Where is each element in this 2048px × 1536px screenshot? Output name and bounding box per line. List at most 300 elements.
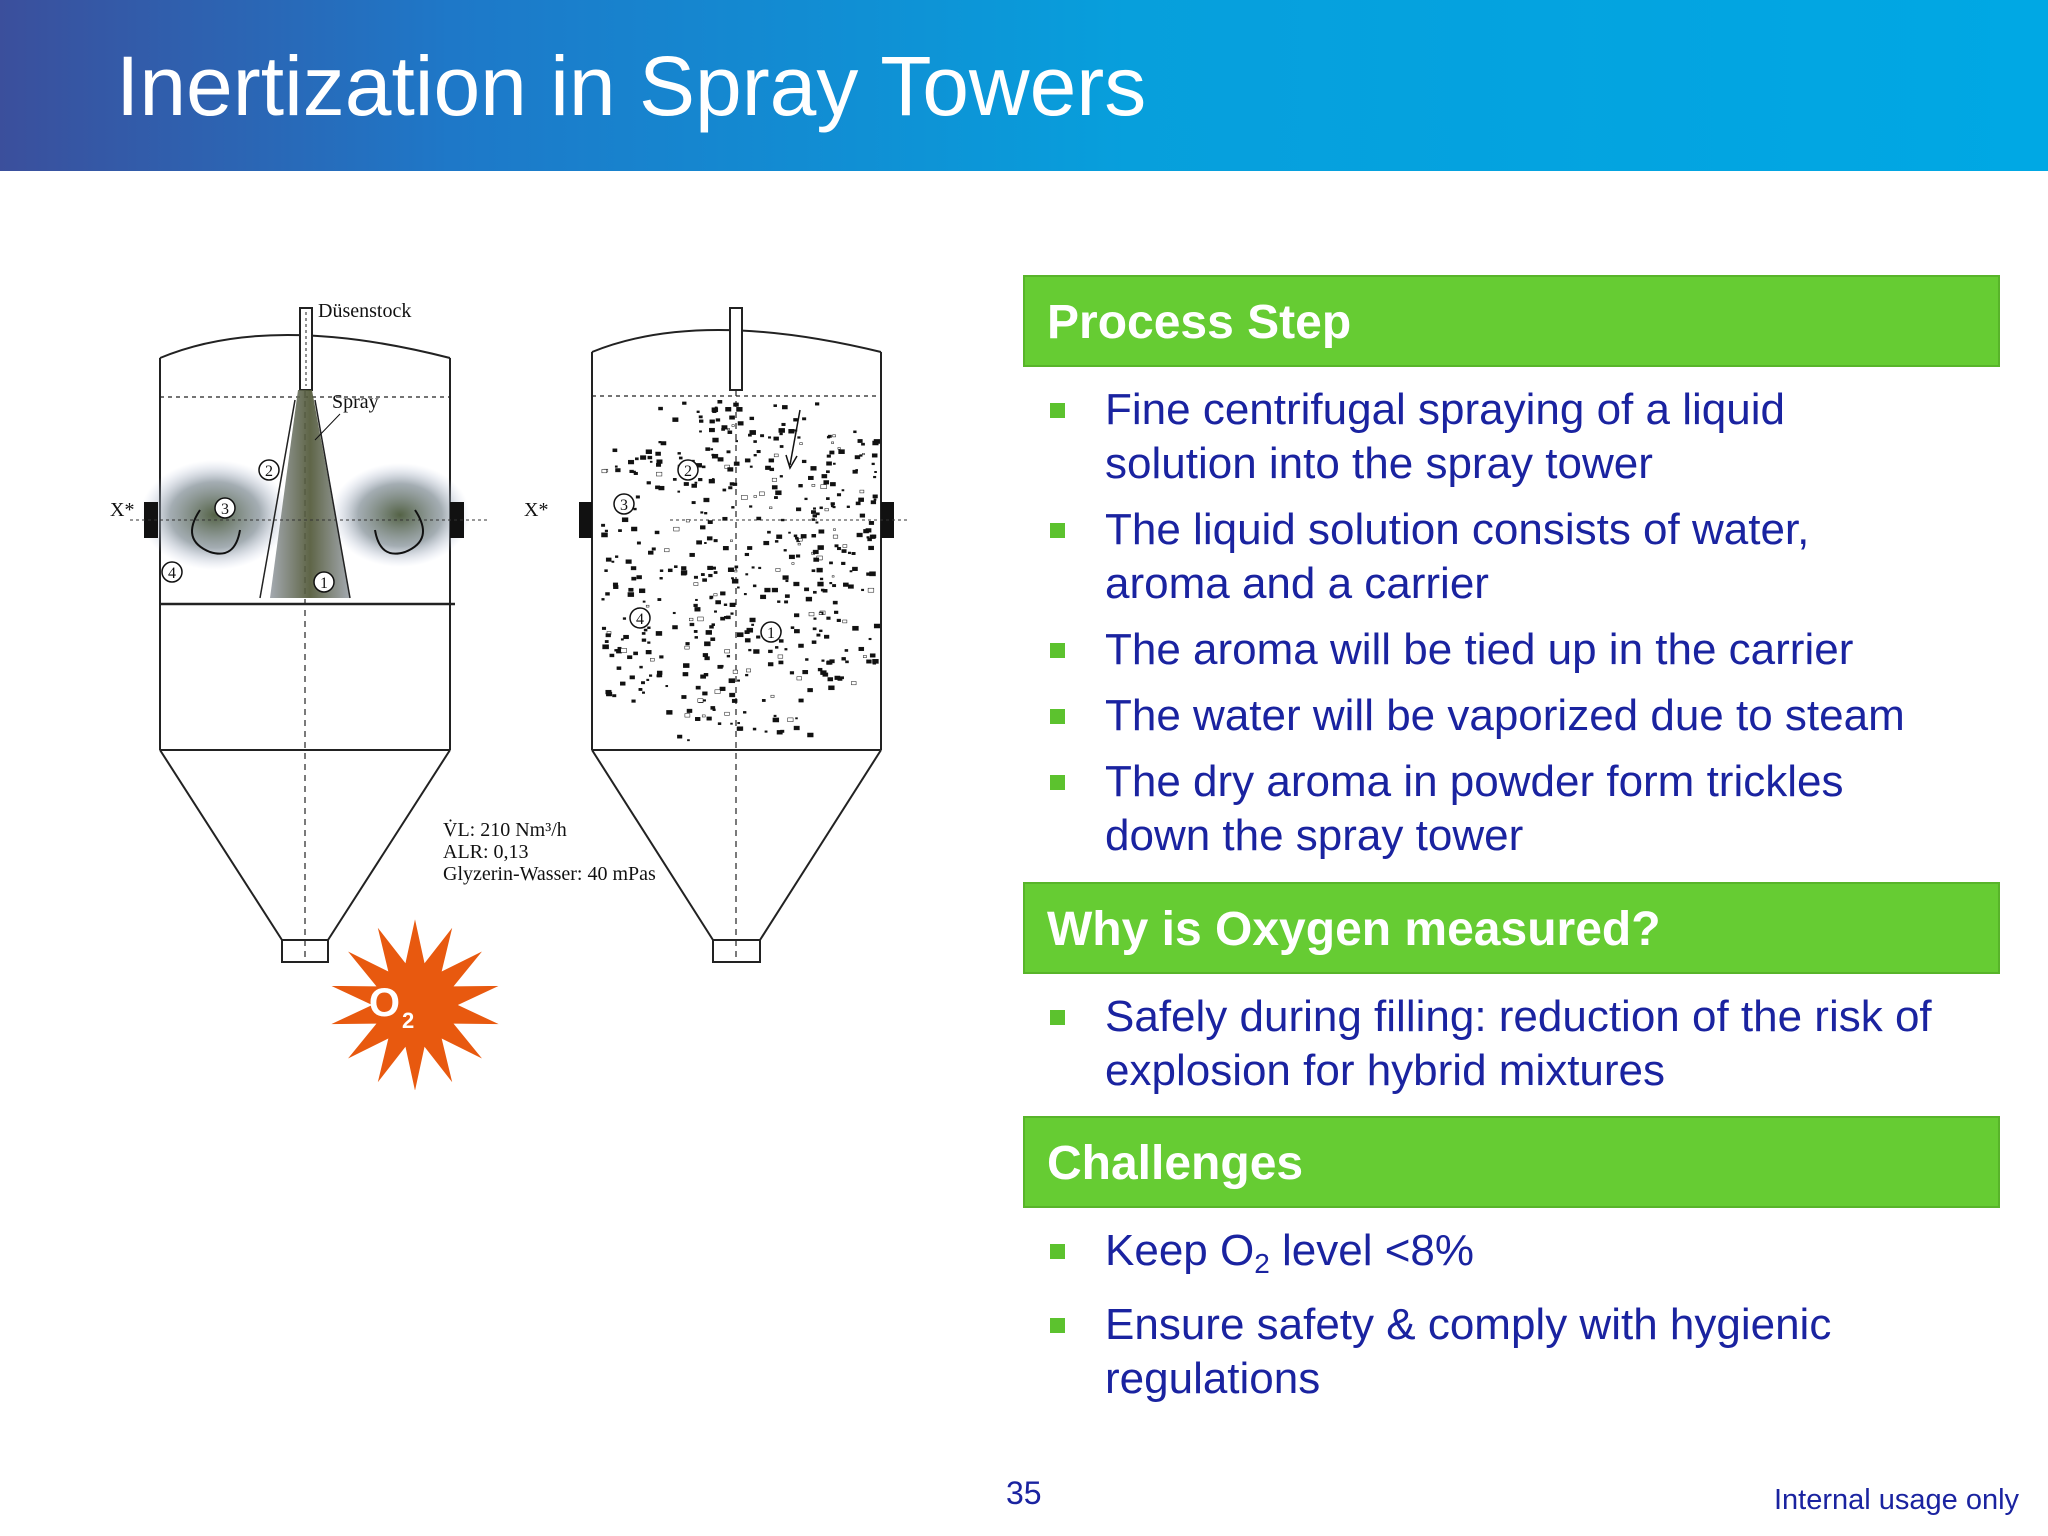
o2-label: O [368,981,400,1025]
o2-subscript: 2 [402,1008,415,1033]
particle [811,511,816,514]
particle [704,498,709,502]
param-alr: ALR: 0,13 [443,841,529,863]
particle [716,419,720,422]
particle [698,699,703,703]
particle [769,459,774,462]
particle [781,519,784,521]
particle [629,588,634,591]
particle [726,407,732,411]
particle [786,580,788,582]
particle [808,688,813,692]
particle [650,461,652,462]
particle [754,650,760,654]
particle [772,486,777,490]
particle [833,463,835,465]
particle [718,723,721,725]
particle [774,496,777,498]
particle [696,686,700,689]
particle [637,576,642,579]
particle [713,438,719,442]
particle [750,618,756,622]
particle [750,417,754,420]
particle [757,450,761,453]
particle [782,405,787,409]
bullet-marker [1050,1318,1065,1333]
particle [729,679,735,683]
particle-field [601,400,880,741]
process-step-title: Process Step [1047,296,1352,349]
particle [788,718,793,722]
particle [754,454,757,456]
marker-2-right: 2 [684,463,692,480]
particle [727,428,729,430]
particle [829,562,832,564]
particle [768,437,771,439]
particle [847,506,850,508]
slide-title: Inertization in Spray Towers [116,39,1147,133]
particle [856,469,858,471]
particle [700,526,705,530]
particle [794,629,799,633]
particle [760,595,765,599]
particle [694,604,698,607]
particle [780,475,783,477]
particle [808,476,813,480]
particle [724,604,727,606]
particle [875,471,877,472]
particle [861,443,864,445]
particle [817,634,820,636]
particle [768,650,772,653]
particle [827,462,832,466]
particle [785,595,789,598]
marker-3-right: 3 [620,497,628,514]
particle [833,601,837,604]
particle [720,687,725,691]
particle [727,655,730,657]
particle [774,454,778,457]
particle [794,535,797,537]
particle [697,541,702,545]
particle [852,552,856,554]
particle [757,517,761,520]
particle [687,709,692,713]
process-step-header [1023,275,2000,367]
particle [731,578,733,580]
particle [690,553,695,556]
particle [782,423,786,426]
particle [784,601,787,603]
particle [714,611,716,613]
particle [780,445,783,447]
particle [668,569,672,572]
particle [874,624,880,628]
particle [666,685,668,687]
particle [737,407,743,411]
particle [753,585,756,587]
particle [673,418,679,422]
particle [626,560,632,564]
particle [824,635,829,638]
particle [800,443,803,445]
particle [767,531,770,533]
particle [745,631,750,634]
particle [833,435,836,437]
particle [710,596,713,598]
particle [808,733,814,737]
particle [613,449,617,452]
bullet-marker [1050,1244,1065,1259]
particle [602,598,605,600]
particle [635,458,638,460]
particle [734,403,739,407]
particle [832,584,835,586]
particle [794,418,798,421]
bullet-marker [1050,709,1065,724]
particle [768,589,770,591]
particle [723,546,728,550]
particle [606,634,611,637]
particle [799,539,803,542]
particle [727,451,730,453]
particle [754,441,757,443]
particle [667,710,673,714]
particle [718,458,723,462]
particle [709,428,714,432]
particle [729,487,733,490]
particle [842,657,846,660]
particle [814,558,819,562]
particle [661,442,666,446]
particle [794,614,799,617]
particle [694,630,697,632]
particle [673,626,678,630]
challenges-header [1023,1116,2000,1208]
particle [842,490,844,492]
label-spray: Spray [332,391,379,413]
particle [819,530,824,534]
particle [828,678,833,682]
particle [660,656,664,659]
particle [699,420,703,423]
particle [674,527,680,531]
particle [701,573,704,575]
particle [827,617,831,620]
marker-1-right: 1 [767,625,775,642]
particle [641,682,644,684]
marker-1-left: 1 [320,575,328,592]
particle [796,555,800,558]
particle [735,570,738,572]
particle [624,635,629,639]
particle [695,636,698,638]
particle [722,428,725,430]
particle [860,490,864,493]
particle [752,567,754,569]
particle [822,474,827,478]
particle [687,740,689,741]
particle [813,591,816,593]
particle [632,577,636,580]
particle [774,405,777,407]
particle [702,466,705,468]
particle [640,666,643,668]
particle [799,699,804,702]
particle [656,472,662,476]
particle [747,546,752,549]
particle [816,522,818,524]
particle [710,420,715,423]
particle [830,451,835,454]
particle [834,611,838,614]
o2-burst-icon [329,917,501,1090]
particle [774,715,776,717]
bullet-marker [1050,775,1065,790]
particle [730,603,735,607]
particle [618,530,621,532]
particle [829,686,835,690]
particle [773,718,779,722]
particle [648,456,652,459]
particle [655,531,659,534]
particle [867,573,871,576]
particle [683,664,689,668]
particle [771,695,774,697]
particle [716,601,721,605]
particle [843,620,847,623]
particle [643,601,645,603]
particle [819,613,822,615]
particle [821,589,824,591]
particle [628,460,634,464]
particle [802,418,806,420]
particle [853,626,859,630]
particle [673,612,675,614]
particle [830,582,832,584]
particle [852,567,857,571]
param-fluid: Glyzerin-Wasser: 40 mPas [443,863,656,885]
particle [697,411,700,413]
particle [741,495,747,499]
port-right-left [579,502,592,538]
particle [818,582,824,586]
particle [660,570,663,572]
particle [738,422,743,426]
particle [799,644,804,648]
particle [636,496,640,499]
particle [718,400,722,403]
particle [683,672,688,676]
particle [615,649,618,651]
particle [606,593,610,596]
particle [730,416,735,420]
particle [806,597,812,601]
particle [704,673,708,676]
particle [746,669,750,672]
particle [733,670,738,673]
particle [779,640,783,643]
particle [845,649,848,651]
particle [831,503,835,506]
particle [817,568,823,572]
particle [681,571,687,575]
particle [708,566,713,570]
particle [743,711,746,713]
particle [685,646,689,649]
spray-cloud-right [330,463,470,567]
particle [869,638,871,640]
particle [713,709,716,711]
particle [737,727,742,730]
particle [803,670,808,674]
label-x-left: X* [110,499,135,521]
particle [679,457,682,459]
particle [812,570,815,572]
particle [613,583,618,586]
particle [860,514,865,517]
particle [627,656,632,659]
particle [737,633,743,637]
particle [621,648,627,652]
particle [730,540,732,542]
particle [694,583,698,586]
particle [871,501,876,504]
particle [827,661,831,664]
particle [695,607,701,611]
particle [778,655,783,658]
particle [837,494,841,497]
particle [631,527,637,531]
particle [750,466,752,468]
particle [707,537,712,541]
particle [770,468,774,471]
particle [634,508,637,510]
particle [705,657,710,660]
particle [813,550,818,554]
particle [869,521,874,524]
particle [738,722,740,724]
particle [649,675,652,677]
particle [698,478,702,481]
particle [802,460,806,463]
particle [818,668,822,671]
particle [714,539,718,542]
particle [760,435,763,437]
particle [794,582,800,586]
particle [821,485,827,489]
particle [779,661,783,664]
particle [775,540,778,542]
particle [867,537,870,539]
particle [812,519,815,521]
particle [732,506,735,508]
particle [703,700,705,702]
particle [768,663,773,667]
particle [772,588,778,592]
particle [784,549,787,551]
particle [703,692,708,695]
particle [812,534,816,537]
particle [830,482,835,486]
particle [857,533,863,537]
particle [639,589,645,593]
particle [731,613,734,615]
particle [715,407,717,409]
particle [762,699,765,701]
particle [796,718,798,719]
particle [730,693,735,697]
particle [648,642,651,644]
particle [862,453,864,455]
particle [780,433,783,435]
particle [708,521,713,524]
particle [872,454,877,458]
particle [678,491,680,493]
particle [811,466,817,470]
particle [678,452,681,454]
particle [647,482,651,485]
particle [831,442,833,444]
particle [860,455,863,457]
particle [682,695,687,698]
particle [820,507,823,509]
particle [812,641,816,644]
particle [813,508,815,510]
particle [602,627,606,630]
particle [789,532,791,533]
marker-4-left: 4 [168,565,176,582]
particle [859,498,864,502]
particle [703,653,708,656]
particle [854,431,857,433]
particle [632,700,636,703]
particle [745,639,750,643]
particle [682,402,686,405]
particle [709,479,715,483]
particle [861,589,863,591]
particle [749,649,752,651]
particle [826,471,829,473]
particle [711,638,715,641]
footer-note: Internal usage only [1774,1484,2020,1516]
particle [631,567,636,570]
particle [777,601,780,603]
particle [723,489,726,491]
particle [695,599,697,601]
particle [863,656,866,658]
particle [617,667,621,670]
particle [869,546,874,550]
marker-3-left: 3 [221,501,229,518]
particle [694,576,698,578]
particle [859,647,864,651]
particle [814,618,817,620]
spray-tower-figure [110,290,910,1090]
particle [841,562,845,565]
particle [657,460,663,464]
particle [685,714,690,718]
particle [605,570,608,572]
particle [603,645,609,649]
marker-2-left: 2 [265,463,273,480]
particle [749,506,752,508]
particle [789,429,795,433]
particle [601,524,604,526]
param-flow: V̇L: 210 Nm³/h [443,819,567,841]
particle [699,416,702,418]
particle [634,652,638,655]
